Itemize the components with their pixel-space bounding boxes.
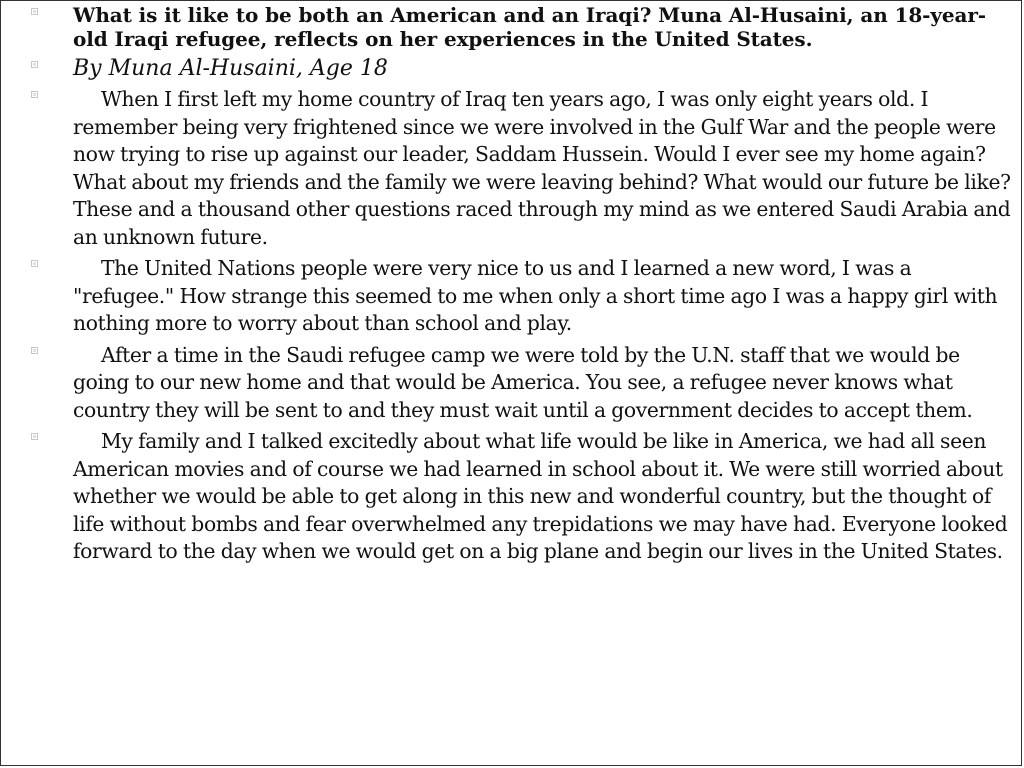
square-bullet-icon <box>31 260 38 267</box>
paragraph-item <box>29 86 1011 251</box>
square-bullet-icon <box>31 61 38 68</box>
paragraph-4: My family and I talked excitedly about what life would be like in America, we had all seen American movies and of course we had learned in school about it. We were still worried about whether we would be able to get along in this new and wonderful country, but the thought of life without bombs and fear overwhelmed any trepidations we may have had. Everyone looked forward to the day when we would get on a big plane and begin our lives in the United States. <box>73 429 1008 563</box>
square-bullet-icon <box>31 91 38 98</box>
document-title: What is it like to be both an American and an Iraqi? Muna Al-Husaini, an 18-year-old Iraqi refugee, reflects on her experiences in the United States. <box>73 3 986 51</box>
square-bullet-icon <box>31 433 38 440</box>
paragraph-item <box>29 255 1011 338</box>
paragraph-text <box>73 86 1011 251</box>
paragraph-1: When I first left my home country of Iraq ten years ago, I was only eight years old. I remember being very frightened since we were involved in the Gulf War and the people were now trying to rise up against our leader, Saddam Hussein. Would I ever see my home again? What about my friends and the family we were leaving behind? What would our future be like? These and a thousand other questions raced through my mind as we entered Saudi Arabia and an unknown future. <box>73 87 1011 249</box>
byline-item <box>29 56 1011 82</box>
byline: By Muna Al-Husaini, Age 18 <box>73 56 388 81</box>
paragraph-3: After a time in the Saudi refugee camp we were told by the U.N. staff that we would be going to our new home and that would be America. You see, a refugee never knows what country they will be sent to and they must wait until a government decides to accept them. <box>73 342 973 422</box>
paragraph-2: The United Nations people were very nice to us and I learned a new word, I was a "refugee." How strange this seemed to me when only a short time ago I was a happy girl with nothing more to worry about than school and play. <box>73 256 998 335</box>
paragraph-item <box>29 342 1011 425</box>
paragraph-item <box>29 428 1011 566</box>
paragraph-text <box>73 255 1011 338</box>
paragraph-text <box>73 428 1011 566</box>
square-bullet-icon <box>31 8 38 15</box>
square-bullet-icon <box>31 347 38 354</box>
document-content <box>29 3 1011 570</box>
paragraph-text <box>73 342 1011 425</box>
title-item <box>29 3 1011 51</box>
